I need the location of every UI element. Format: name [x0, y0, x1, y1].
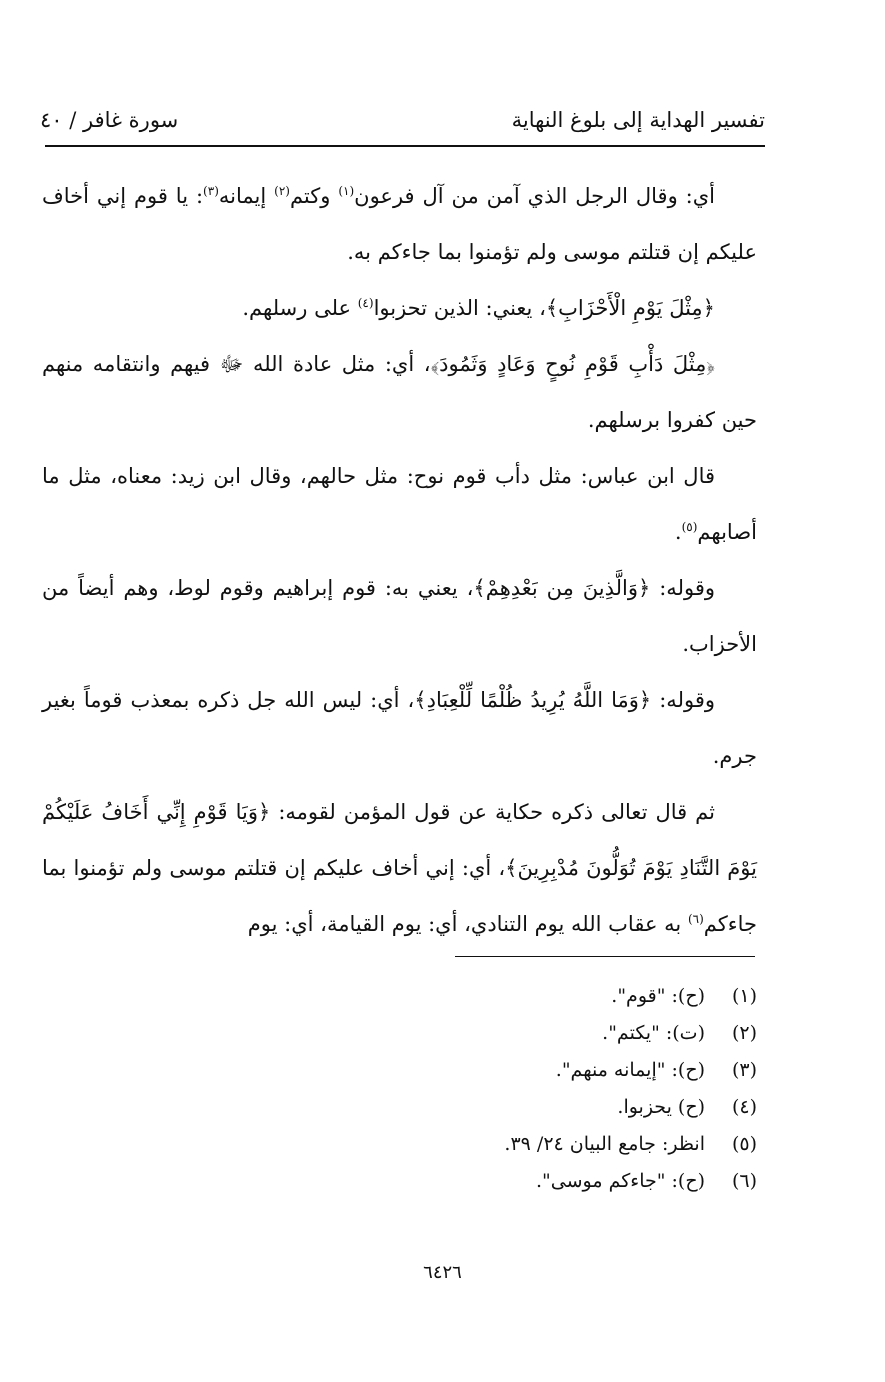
footnote-number: (١) — [731, 985, 757, 1007]
paragraph-3: ﴿مِثْلَ دَأْبِ قَوْمِ نُوحٍ وَعَادٍ وَثَمُودَ﴾، أي: مثل عادة الله ﷻ فيهم وانتقامه منهم حين كفروا برسلهم. — [42, 352, 757, 432]
footnote-ref-5: (٥) — [681, 520, 698, 534]
footnote-separator — [455, 956, 755, 957]
text: أي: وقال الرجل الذي آمن من آل فرعون — [354, 184, 715, 208]
footnote-ref-1: (١) — [338, 184, 355, 198]
text: . — [674, 520, 682, 544]
footnote-ref-3: (٣) — [203, 184, 219, 198]
footnote-text: (ح): "إيمانه منهم". — [555, 1059, 705, 1081]
text: ثم قال تعالى ذكره حكاية عن قول المؤمن لقومه: ﴿وَيَا قَوْمِ إِنِّي أَخَافُ عَلَيْكُمْ يَوْمَ التَّنَادِ يَوْمَ تُوَلُّونَ مُدْبِرِينَ﴾، أي: إني أخاف عليكم إن قتلتم موسى ولم تؤمنوا بما جاءكم — [42, 800, 757, 936]
paragraph-2 — [42, 280, 757, 336]
paragraph-1 — [42, 168, 757, 280]
footnote-item — [300, 1126, 757, 1163]
footnote-item — [300, 978, 757, 1015]
surah-info: سورة غافر / ٤٠ — [40, 108, 179, 132]
paragraph-4 — [42, 448, 757, 560]
footnote-text: (ح): "جاءكم موسى". — [536, 1170, 705, 1192]
text: قال ابن عباس: مثل دأب قوم نوح: مثل حالهم، وقال ابن زيد: معناه، مثل ما أصابهم — [42, 464, 757, 544]
footnote-item — [300, 1052, 757, 1089]
footnote-number: (٢) — [731, 1022, 757, 1044]
footnotes — [300, 978, 757, 1200]
footnote-ref-4: (٤) — [357, 296, 374, 310]
text: به عقاب الله يوم التنادي، أي: يوم القيامة، أي: يوم — [247, 912, 688, 936]
footnote-text: انظر: جامع البيان ٢٤/ ٣٩. — [504, 1133, 705, 1155]
footnote-number: (٦) — [731, 1170, 757, 1192]
footnote-number: (٥) — [731, 1133, 757, 1155]
text: إيمانه — [218, 184, 275, 208]
text: على رسلهم. — [242, 296, 358, 320]
footnote-ref-6: (٦) — [687, 912, 704, 926]
text: وكتم — [289, 184, 339, 208]
footnote-item — [300, 1015, 757, 1052]
book-title: تفسير الهداية إلى بلوغ النهاية — [511, 108, 765, 132]
main-text — [42, 168, 757, 952]
header-rule — [45, 145, 765, 147]
page-number: ٦٤٢٦ — [423, 1262, 462, 1283]
running-header — [40, 100, 765, 140]
text: : يا قوم إني أخاف عليكم إن قتلتم موسى ولم تؤمنوا بما جاءكم به. — [42, 184, 757, 264]
footnote-text: (ت): "يكتم". — [602, 1022, 705, 1044]
footnote-item — [300, 1089, 757, 1126]
footnote-text: (ح): "قوم". — [611, 985, 705, 1007]
paragraph-6: وقوله: ﴿وَمَا اللَّهُ يُرِيدُ ظُلْمًا لِّلْعِبَادِ﴾، أي: ليس الله جل ذكره بمعذب قوماً بغير جرم. — [42, 688, 757, 768]
footnote-ref-2: (٢) — [274, 184, 290, 198]
footnote-text: (ح) يحزبوا. — [617, 1096, 705, 1118]
footnote-number: (٣) — [731, 1059, 757, 1081]
footnote-number: (٤) — [731, 1096, 757, 1118]
text: ﴿مِثْلَ يَوْمِ الْأَحْزَابِ﴾، يعني: الذين تحزبوا — [373, 296, 715, 320]
footnote-item — [300, 1163, 757, 1200]
paragraph-7 — [42, 784, 757, 952]
paragraph-5: وقوله: ﴿وَالَّذِينَ مِن بَعْدِهِمْ﴾، يعني به: قوم إبراهيم وقوم لوط، وهم أيضاً من الأحزاب. — [42, 576, 757, 656]
